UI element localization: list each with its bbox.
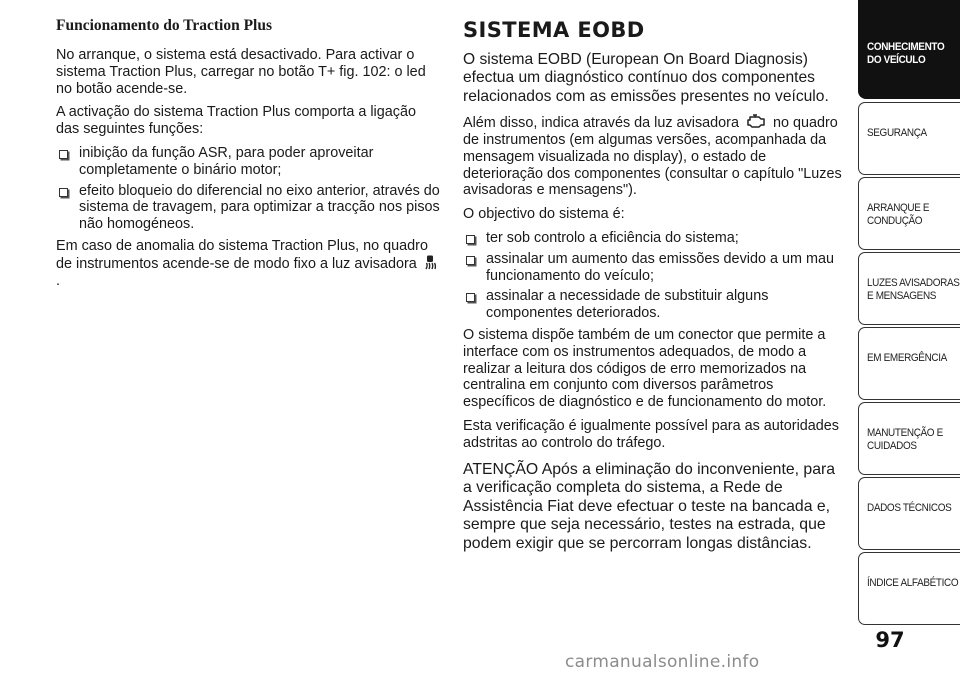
checkbox-bullet-icon	[59, 188, 68, 197]
watermark: carmanualsonline.info	[565, 652, 760, 672]
right-column	[463, 0, 847, 561]
checkbox-bullet-icon	[466, 256, 475, 265]
engine-check-icon	[745, 114, 767, 129]
list-item: efeito bloqueio do diferencial no eixo anterior, através do sistema de travagem, para optimizar a tracção nos pisos não homogéneos.	[56, 183, 440, 233]
paragraph: O sistema dispõe também de um conector que permite a interface com os instrumentos adequados, de modo a realizar a leitura dos códigos de erro memorizados na centralina em conjunto com diversos parâmetros específicos de diagnóstico e de funcionamento do motor.	[463, 326, 827, 411]
tab-luzes-avisadoras[interactable]: LUZES AVISADORAS E MENSAGENS	[858, 252, 960, 325]
bullet-list	[463, 230, 847, 322]
tab-manutencao-e-cuidados[interactable]: MANUTENÇÃO E CUIDADOS	[858, 402, 960, 475]
paragraph: Esta verificação é igualmente possível para as autoridades adstritas ao controlo do tráfego.	[463, 417, 839, 451]
tab-seguranca[interactable]: SEGURANÇA	[858, 102, 960, 175]
tab-indice-alfabetico[interactable]: ÍNDICE ALFABÉTICO	[858, 552, 960, 625]
paragraph: Em caso de anomalia do sistema Traction Plus, no quadro de instrumentos acende-se de modo fixo a luz avisadora .	[56, 238, 440, 289]
section-heading-eobd: SISTEMA EOBD	[463, 18, 645, 42]
warning-note: ATENÇÃO Após a eliminação do inconveniente, para a verificação completa do sistema, a Rede de Assistência Fiat deve efectuar o teste na bancada e, sempre que seja necessário, testes na estrada, que podem exigir que se percorram longas distâncias.	[463, 460, 836, 552]
tab-dados-tecnicos[interactable]: DADOS TÉCNICOS	[858, 477, 960, 550]
paragraph: No arranque, o sistema está desactivado. Para activar o sistema Traction Plus, carregar no botão T+ fig. 102: o led no botão acende-se.	[56, 47, 426, 97]
page-number: 97	[875, 628, 905, 652]
paragraph: Além disso, indica através da luz avisadora no quadro de instrumentos (em algumas versões, acompanhada da mensagem visualizada no display), o estado de deterioração dos componentes (consultar o capítulo "Luzes avisadoras e mensagens").	[463, 115, 842, 199]
tab-conhecimento-do-veiculo[interactable]: CONHECIMENTO DO VEÍCULO	[858, 0, 960, 99]
tab-arranque-e-conducao[interactable]: ARRANQUE E CONDUÇÃO	[858, 177, 960, 250]
list-item: assinalar um aumento das emissões devido a um mau funcionamento do veículo;	[463, 251, 847, 285]
paragraph: A activação do sistema Traction Plus comporta a ligação das seguintes funções:	[56, 104, 416, 138]
paragraph: O objectivo do sistema é:	[463, 206, 625, 223]
checkbox-bullet-icon	[59, 150, 68, 159]
checkbox-bullet-icon	[466, 235, 475, 244]
list-item: assinalar a necessidade de substituir alguns componentes deteriorados.	[463, 288, 847, 322]
left-column	[56, 0, 440, 296]
lead-paragraph: O sistema EOBD (European On Board Diagnosis) efectua um diagnóstico contínuo dos componentes relacionados com as emissões presentes no veículo.	[463, 51, 829, 105]
list-item: inibição da função ASR, para poder aproveitar completamente o binário motor;	[56, 145, 440, 179]
tab-em-emergencia[interactable]: EM EMERGÊNCIA	[858, 327, 960, 400]
traction-warning-icon	[423, 255, 437, 270]
section-heading-traction: Funcionamento do Traction Plus	[56, 17, 273, 34]
list-item: ter sob controlo a eficiência do sistema;	[463, 230, 847, 247]
bullet-list	[56, 145, 440, 233]
checkbox-bullet-icon	[466, 293, 475, 302]
